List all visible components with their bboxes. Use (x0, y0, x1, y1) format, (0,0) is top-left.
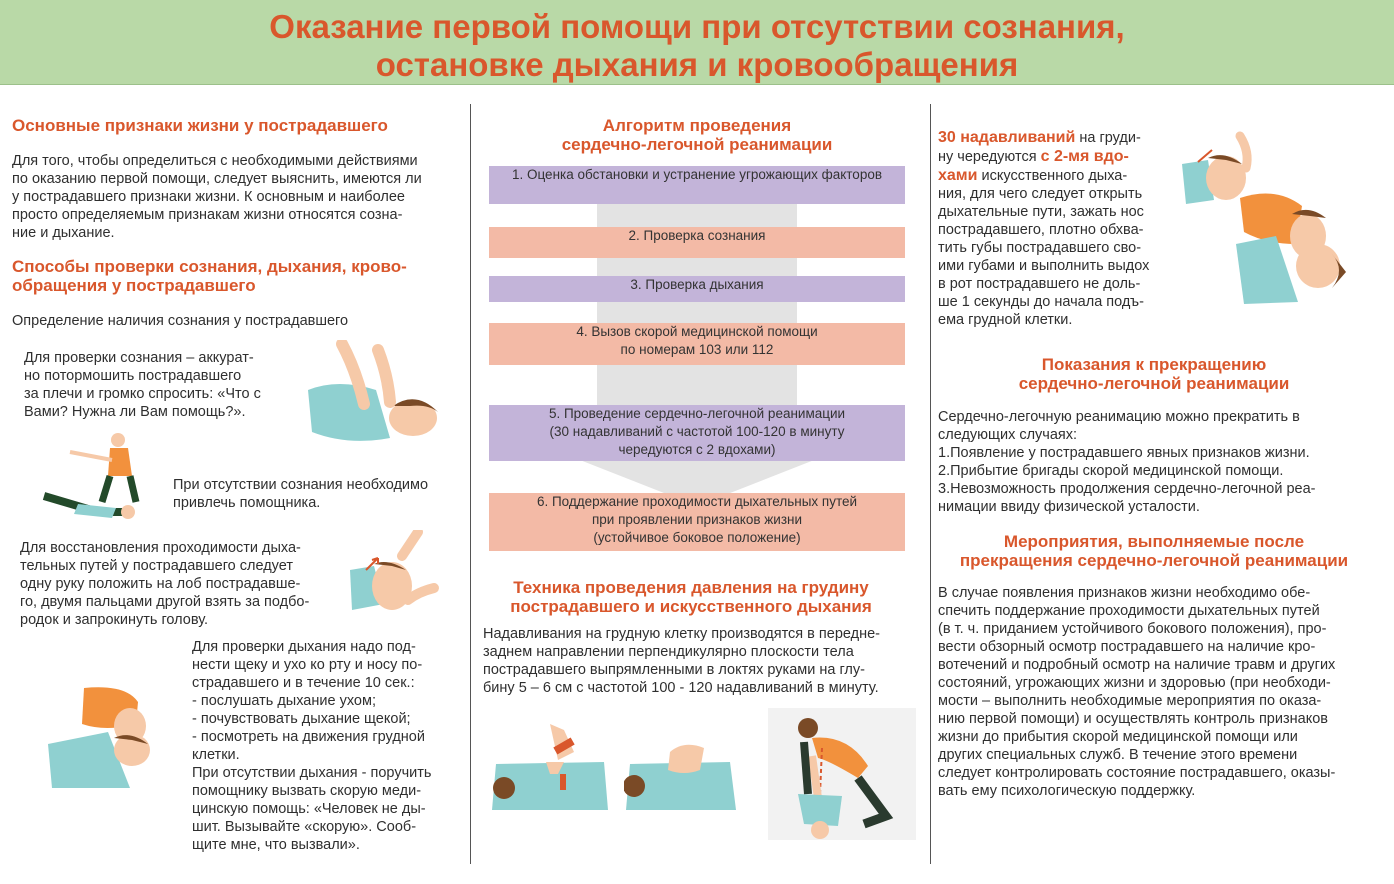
paragraph-30-compressions (938, 128, 1170, 329)
heading-compression-technique: Техника проведения давления на грудину пострадавшего и искусственного дыхания (510, 578, 872, 616)
paragraph-vital-signs: Для того, чтобы определиться с необходимыми действиями по оказанию первой помощи, следует выяснить, имеются ли у пострадавшего признаки жизни. К основным и наиболее просто определяемым признакам жизни относятся созна- ние и дыхание. (12, 153, 422, 241)
paragraph-compression-technique: Надавливания на грудную клетку производятся в передне- заднем направлении перпендикулярно плоскости тела пострадавшего выпрямленными в локтях руками на глу- бину 5 – 6 см с частотой 100 - 120 надавливаний в минуту. (483, 626, 880, 696)
algorithm-step-6: 6. Поддержание проходимости дыхательных путей при проявлении признаков жизни (устойчивое боковое положение) (489, 493, 905, 551)
text-fragment-1: на груди- ну чередуются (938, 130, 1141, 165)
page-title-line-1: Оказание первой помощи при отсутствии сознания, (269, 8, 1125, 45)
call-for-helper-illustration (38, 430, 166, 522)
algorithm-step-3: 3. Проверка дыхания (489, 276, 905, 302)
head-tilt-illustration (348, 530, 460, 622)
heading-cpr-algorithm: Алгоритм проведения сердечно-легочной реанимации (561, 116, 833, 154)
heading-check-methods: Способы проверки сознания, дыхания, крово- обращения у пострадавшего (12, 257, 407, 295)
column-divider-2 (930, 104, 931, 864)
column-divider-1 (470, 104, 471, 864)
paragraph-call-helper: При отсутствии сознания необходимо привлечь помощника. (173, 477, 429, 511)
page-title-line-2: остановке дыхания и кровообращения (375, 46, 1019, 83)
hand-position-illustration (492, 722, 616, 812)
text-fragment-2: искусственного дыха- ния, для чего следует открыть дыхательные пути, зажать нос пострадавшего, плотно обхва- тить губы пострадавшего сво- ими губами и выполнить выдох в рот пострадавшего не доль- ше 1 секунды до начала подъ- ема грудной клетки. (938, 168, 1150, 328)
algorithm-step-1: 1. Оценка обстановки и устранение угрожающих факторов (489, 166, 905, 204)
paragraph-after-cpr: В случае появления признаков жизни необходимо обе- спечить поддержание проходимости дыхательных путей (в т. ч. приданием устойчивого бокового положения), про- вести обзорный осмотр пострадавшего на наличие кро- вотечений и подробный осмотр на наличие травм и других состояний, угрожающих жизни и здоровью (при необходи- мости – выполнить необходимые мероприятия по оказа- нию первой помощи) и осуществлять контроль признаков жизни до прибытия скорой медицинской помощи или других специальных служб. В течение этого времени следует контролировать состояние пострадавшего, оказы- вать ему психологическую поддержку. (938, 585, 1336, 799)
subheading-consciousness: Определение наличия сознания у пострадавшего (12, 313, 349, 329)
algorithm-step-4: 4. Вызов скорой медицинской помощи по номерам 103 или 112 (489, 323, 905, 365)
emphasis-30-compressions: 30 надавливаний (938, 129, 1076, 146)
emphasis-2-breaths: с 2-мя вдо- хами (938, 148, 1129, 184)
algorithm-step-5: 5. Проведение сердечно-легочной реанимации (30 надавливаний с частотой 100-120 в минуту чередуются с 2 вдохами) (489, 405, 905, 461)
paragraph-stop-indications: Сердечно-легочную реанимацию можно прекратить в следующих случаях: 1.Появление у пострадавшего явных признаков жизни. 2.Прибытие бригады скорой медицинской помощи. 3.Невозможность продолжения сердечно-легочной реа- нимации ввиду физической усталости. (938, 409, 1316, 515)
paragraph-check-consciousness: Для проверки сознания – аккурат- но потормошить пострадавшего за плечи и громко спросить: «Что с Вами? Нужна ли Вам помощь?». (24, 350, 261, 420)
page-header (0, 0, 1394, 85)
chest-compression-hands-illustration (624, 728, 744, 812)
algorithm-step-2: 2. Проверка сознания (489, 227, 905, 258)
paragraph-airway: Для восстановления проходимости дыха- тельных путей у пострадавшего следует одну руку положить на лоб пострадавше- го, двумя пальцами другой взять за подбо- родок и запрокинуть голову. (20, 540, 310, 628)
cpr-side-view-illustration (768, 708, 916, 840)
paragraph-check-breathing: Для проверки дыхания надо под- нести щеку и ухо ко рту и носу по- страдавшего и в течение 10 сек.: - послушать дыхание ухом; - почувствовать дыхание щекой; - посмотреть на движения грудной клетки. При отсутствии дыхания - поручить помощнику вызвать скорую меди- цинскую помощь: «Человек не ды- шит. Вызывайте «скорую». Сооб- щите мне, что вызвали». (192, 639, 432, 853)
heading-vital-signs: Основные признаки жизни у пострадавшего (12, 116, 388, 135)
heading-stop-indications: Показания к прекращению сердечно-легочной реанимации (1018, 355, 1290, 393)
mouth-to-mouth-illustration (1236, 184, 1360, 306)
check-breathing-illustration (48, 684, 164, 790)
heading-after-cpr: Мероприятия, выполняемые после прекращения сердечно-легочной реанимации (959, 532, 1349, 570)
shake-shoulders-illustration (298, 340, 444, 450)
